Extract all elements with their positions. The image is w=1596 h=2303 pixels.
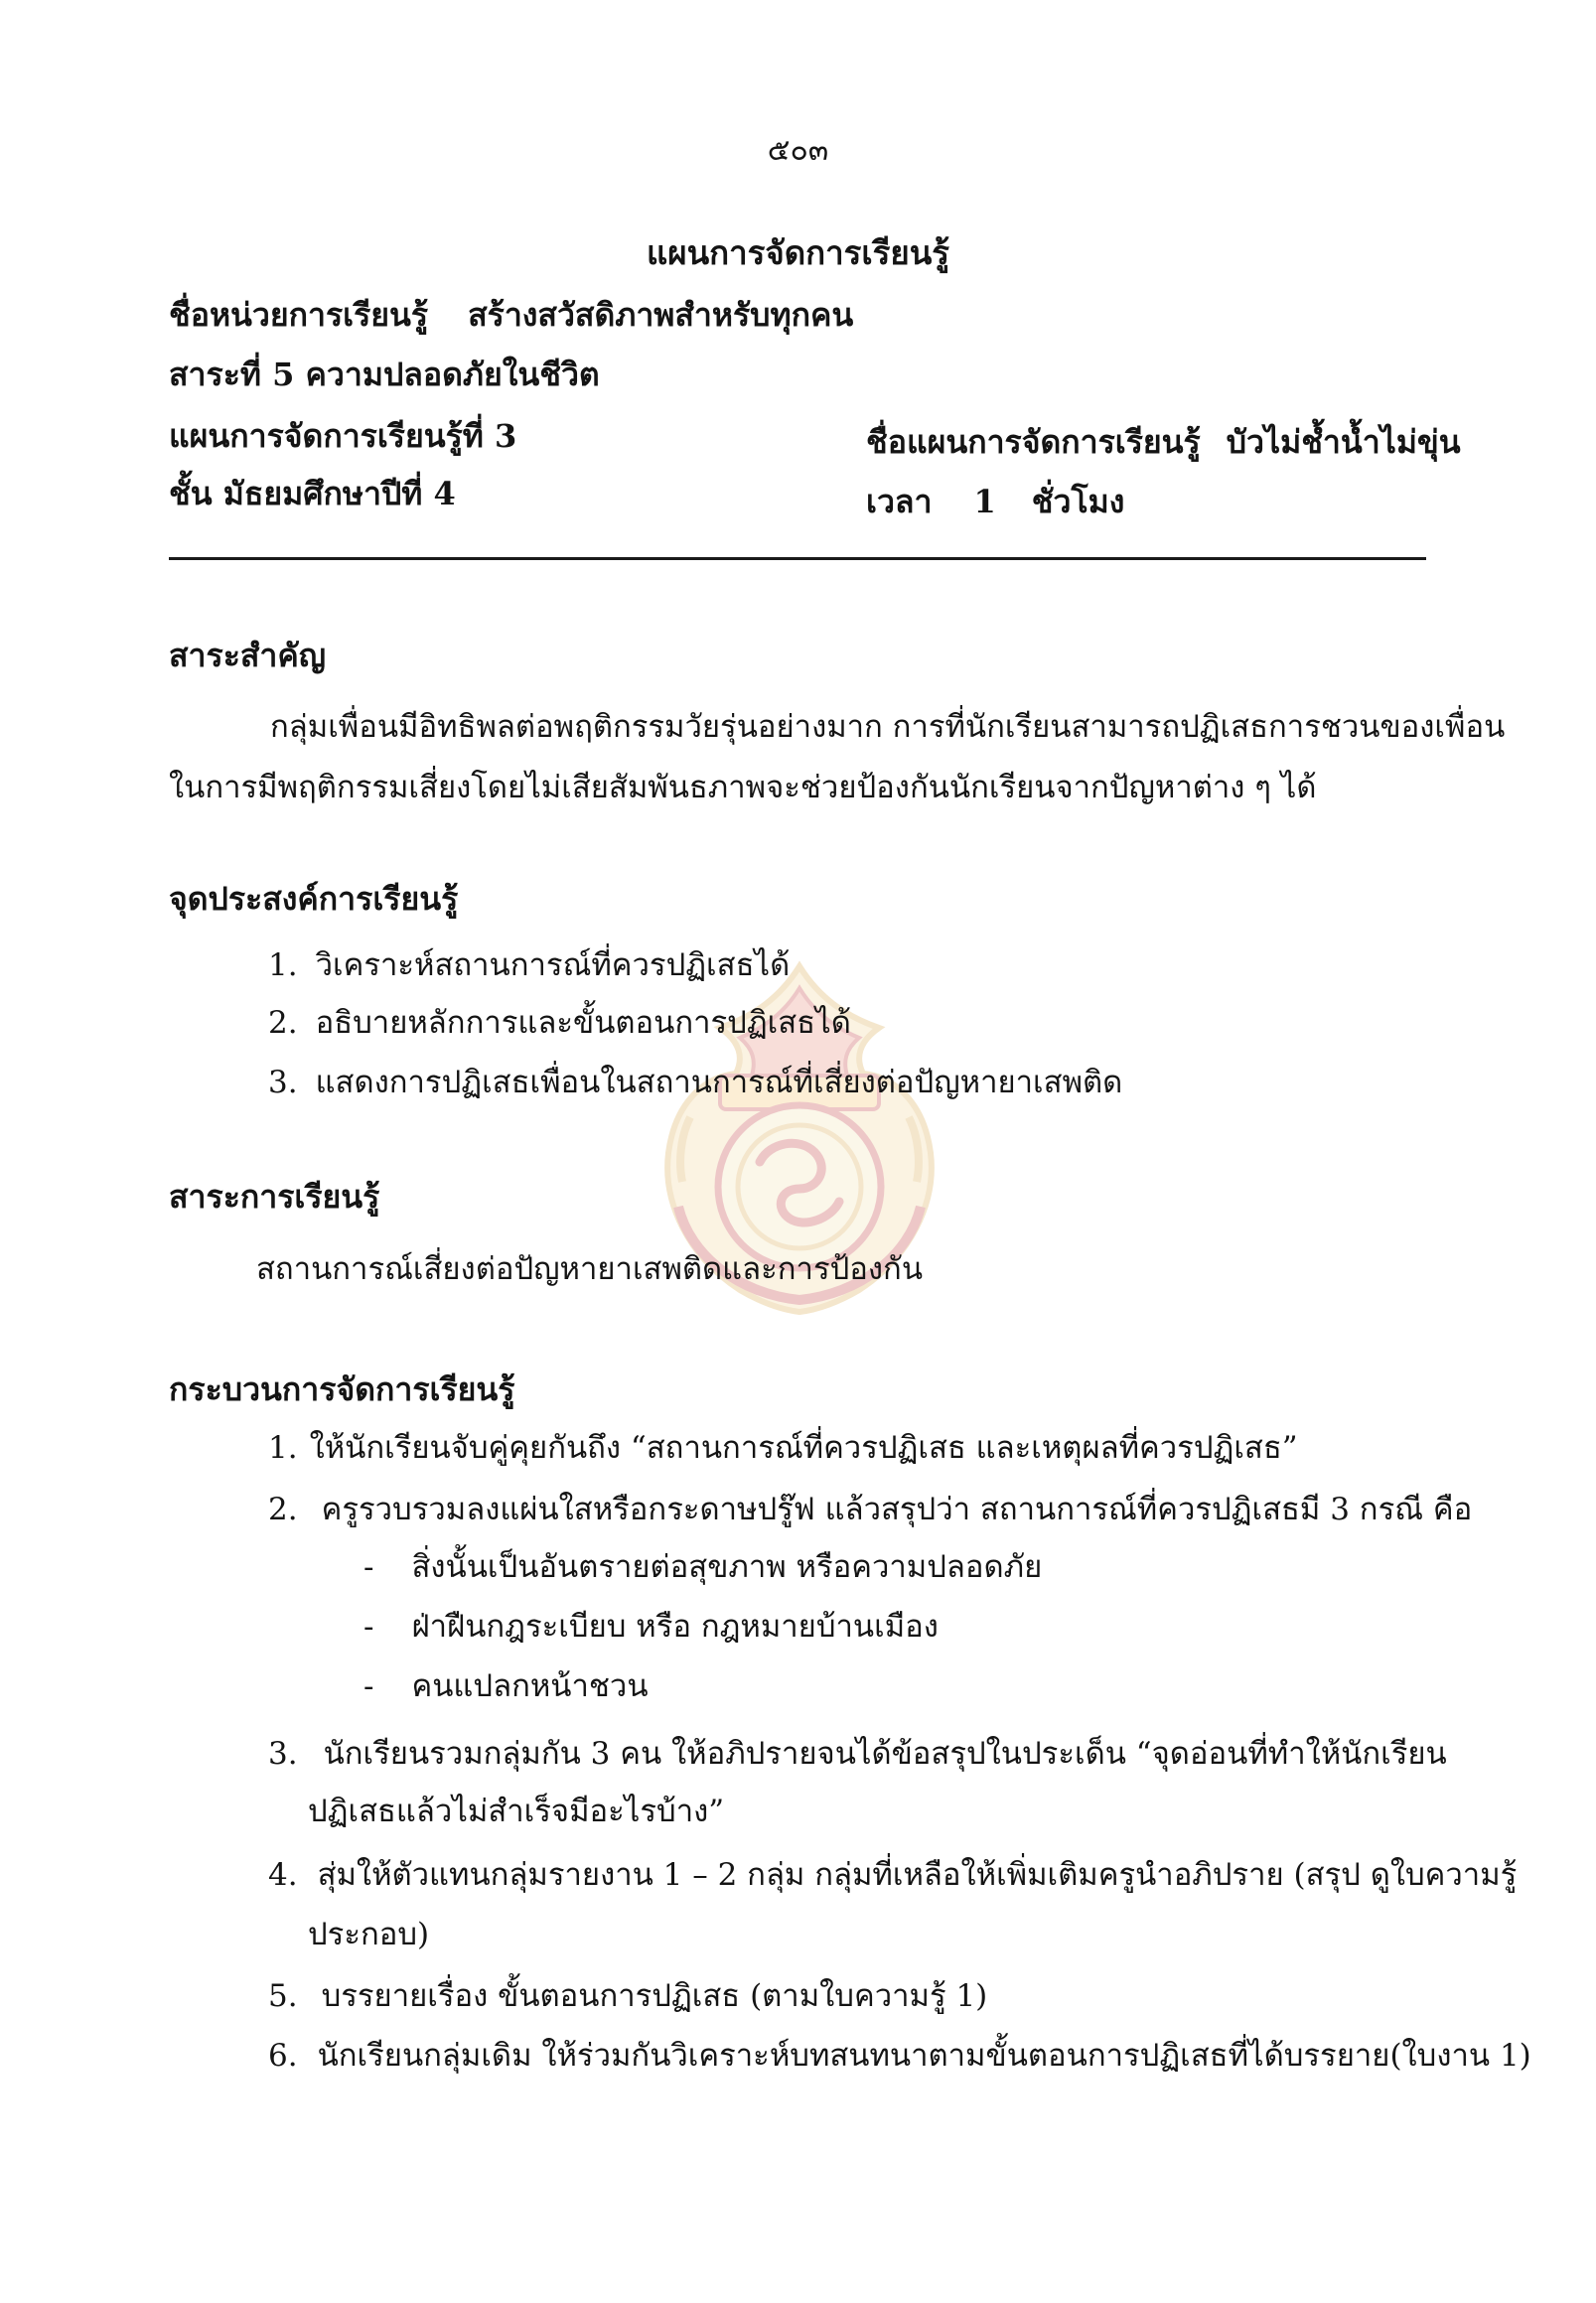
plan-name-row	[866, 417, 1461, 468]
objectives-heading: จุดประสงค์การเรียนรู้	[169, 880, 459, 918]
objective-text: วิเคราะห์สถานการณ์ที่ควรปฏิเสธได้	[315, 947, 791, 983]
sub-item	[363, 1660, 649, 1710]
step-number: 5.	[268, 1978, 298, 2014]
objective-item	[268, 997, 851, 1047]
process-step	[268, 1484, 1472, 1533]
objective-item	[268, 1057, 1122, 1106]
strand-row: สาระที่ 5 ความปลอดภัยในชีวิต	[169, 356, 600, 393]
process-step	[268, 1422, 1298, 1472]
objective-number: 2.	[268, 1005, 298, 1041]
plan-number-row: แผนการจัดการเรียนรู้ที่ 3	[169, 417, 517, 455]
grade-row: ชั้น มัธยมศึกษาปีที่ 4	[169, 475, 456, 512]
step-number: 4.	[268, 1857, 298, 1893]
sub-text: คนแปลกหน้าชวน	[411, 1668, 649, 1704]
step-number: 2.	[268, 1492, 298, 1527]
key-concept-line-1: กลุ่มเพื่อนมีอิทธิพลต่อพฤติกรรมวัยรุ่นอย่างมาก การที่นักเรียนสามารถปฏิเสธการชวนของเพื่อน	[270, 709, 1506, 745]
content-text: สถานการณ์เสี่ยงต่อปัญหายาเสพติดและการป้องกัน	[256, 1251, 924, 1287]
step-text-continuation: ประกอบ)	[308, 1917, 430, 1952]
page-title: แผนการจัดการเรียนรู้	[646, 233, 950, 272]
step-text-continuation: ปฏิเสธแล้วไม่สำเร็จมีอะไรบ้าง”	[308, 1794, 725, 1829]
sub-dash: -	[363, 1668, 374, 1704]
step-text: นักเรียนรวมกลุ่มกัน 3 คน ให้อภิปรายจนได้ข้อสรุปในประเด็น “จุดอ่อนที่ทำให้นักเรียน	[323, 1736, 1447, 1772]
objective-item	[268, 939, 790, 989]
step-text: ให้นักเรียนจับคู่คุยกันถึง “สถานการณ์ที่ควรปฏิเสธ และเหตุผลที่ควรปฏิเสธ”	[309, 1430, 1298, 1466]
content-heading: สาระการเรียนรู้	[169, 1178, 380, 1216]
process-step	[268, 1970, 987, 2020]
time-value: 1	[973, 483, 996, 520]
objective-text: แสดงการปฏิเสธเพื่อนในสถานการณ์ที่เสี่ยงต่อปัญหายาเสพติด	[315, 1065, 1123, 1100]
plan-name-value: บัวไม่ช้ำน้ำไม่ขุ่น	[1226, 423, 1461, 461]
step-text: สุ่มให้ตัวแทนกลุ่มรายงาน 1 – 2 กลุ่ม กลุ่มที่เหลือให้เพิ่มเติมครูนำอภิปราย (สรุป ดูใบความรู้	[317, 1857, 1518, 1893]
time-label: เวลา	[866, 483, 933, 520]
plan-name-label: ชื่อแผนการจัดการเรียนรู้	[866, 423, 1201, 461]
step-number: 1.	[268, 1430, 298, 1466]
sub-item	[363, 1541, 1042, 1591]
unit-name-label: ชื่อหน่วยการเรียนรู้	[169, 296, 429, 334]
time-unit: ชั่วโมง	[1031, 483, 1125, 520]
header-divider	[169, 557, 1426, 560]
objective-text: อธิบายหลักการและขั้นตอนการปฏิเสธได้	[315, 1005, 851, 1041]
key-concept-heading: สาระสำคัญ	[169, 637, 327, 674]
step-number: 6.	[268, 2038, 298, 2074]
process-step	[268, 1728, 1447, 1778]
objective-number: 1.	[268, 947, 298, 983]
sub-text: ฝ่าฝืนกฎระเบียบ หรือ กฎหมายบ้านเมือง	[411, 1609, 939, 1645]
unit-name-value: สร้างสวัสดิภาพสำหรับทุกคน	[468, 296, 854, 334]
process-step	[268, 1849, 1517, 1899]
step-number: 3.	[268, 1736, 298, 1772]
step-text: นักเรียนกลุ่มเดิม ให้ร่วมกันวิเคราะห์บทสนทนาตามขั้นตอนการปฏิเสธที่ได้บรรยาย(ใบงาน 1)	[317, 2038, 1531, 2074]
page-number: ๕๐๓	[767, 133, 829, 168]
key-concept-line-2: ในการมีพฤติกรรมเสี่ยงโดยไม่เสียสัมพันธภาพจะช่วยป้องกันนักเรียนจากปัญหาต่าง ๆ ได้	[169, 770, 1317, 805]
time-row	[866, 477, 1124, 527]
objective-number: 3.	[268, 1065, 298, 1100]
step-text: ครูรวบรวมลงแผ่นใสหรือกระดาษปรู๊ฟ แล้วสรุปว่า สถานการณ์ที่ควรปฏิเสธมี 3 กรณี คือ	[321, 1492, 1473, 1527]
sub-dash: -	[363, 1609, 374, 1645]
process-heading: กระบวนการจัดการเรียนรู้	[169, 1370, 515, 1408]
step-text: บรรยายเรื่อง ขั้นตอนการปฏิเสธ (ตามใบความรู้ 1)	[321, 1978, 988, 2014]
unit-name-row	[169, 290, 853, 341]
sub-dash: -	[363, 1549, 374, 1585]
sub-text: สิ่งนั้นเป็นอันตรายต่อสุขภาพ หรือความปลอดภัย	[411, 1549, 1043, 1585]
sub-item	[363, 1601, 939, 1651]
process-step	[268, 2030, 1531, 2080]
